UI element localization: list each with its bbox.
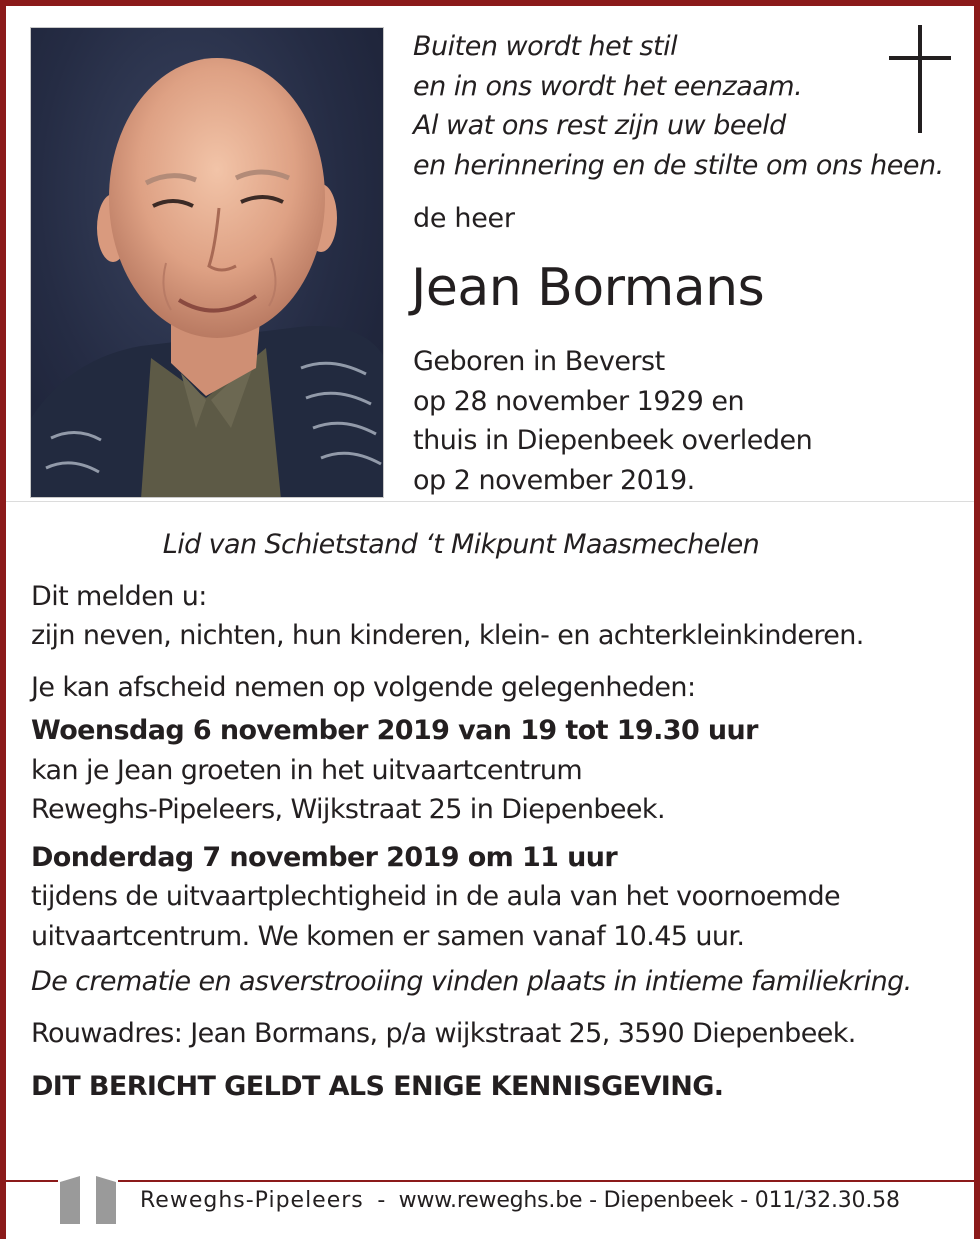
mourning-address: Rouwadres: Jean Bormans, p/a wijkstraat 25, 3590 Diepenbeek. [31,1017,856,1049]
footer-rule [6,1180,974,1182]
event1-line: Reweghs-Pipeleers, Wijkstraat 25 in Diepenbeek. [31,794,665,825]
cross-icon [889,25,951,135]
event1-title: Woensdag 6 november 2019 van 19 tot 19.30 uur [31,715,758,746]
deceased-name: Jean Bormans [411,258,765,318]
announce-family: zijn neven, nichten, hun kinderen, klein- en achterkleinkinderen. [31,620,864,651]
poem [413,27,944,185]
funeral-home-logo [58,1170,118,1230]
event2-line: uitvaartcentrum. We komen er samen vanaf 10.45 uur. [31,920,745,952]
honorific: de heer [413,203,515,234]
birth-line: op 28 november 1929 en [413,385,745,417]
birth-line: thuis in Diepenbeek overleden [413,425,813,456]
announce-intro: Dit melden u: [31,580,207,612]
notice-line: DIT BERICHT GELDT ALS ENIGE KENNISGEVING. [31,1071,724,1102]
birth-line: Geboren in Beverst [413,346,665,377]
poem-line: Al wat ons rest zijn uw beeld [413,110,786,141]
footer-contact [140,1188,900,1213]
portrait-photo [30,27,384,498]
divider [6,501,974,502]
poem-line: en herinnering en de stilte om ons heen. [413,149,944,181]
birth-line: op 2 november 2019. [413,464,695,496]
event2-line: tijdens de uitvaartplechtigheid in de aula van het voornoemde [31,881,841,912]
farewell-intro: Je kan afscheid nemen op volgende gelegenheden: [31,671,696,703]
footer-details: - www.reweghs.be - Diepenbeek - 011/32.30.58 [363,1188,900,1213]
announcement-body [31,525,951,1107]
membership-line: Lid van Schietstand ‘t Mikpunt Maasmechelen [162,529,760,560]
event2-title: Donderdag 7 november 2019 om 11 uur [31,841,618,873]
event1-line: kan je Jean groeten in het uitvaartcentrum [31,754,583,786]
poem-line: en in ons wordt het eenzaam. [413,70,803,102]
cremation-note: De crematie en asverstrooiing vinden plaats in intieme familiekring. [31,966,912,997]
birth-death-details [413,342,812,500]
footer-brand: Reweghs-Pipeleers [140,1188,364,1213]
poem-line: Buiten wordt het stil [413,31,678,62]
